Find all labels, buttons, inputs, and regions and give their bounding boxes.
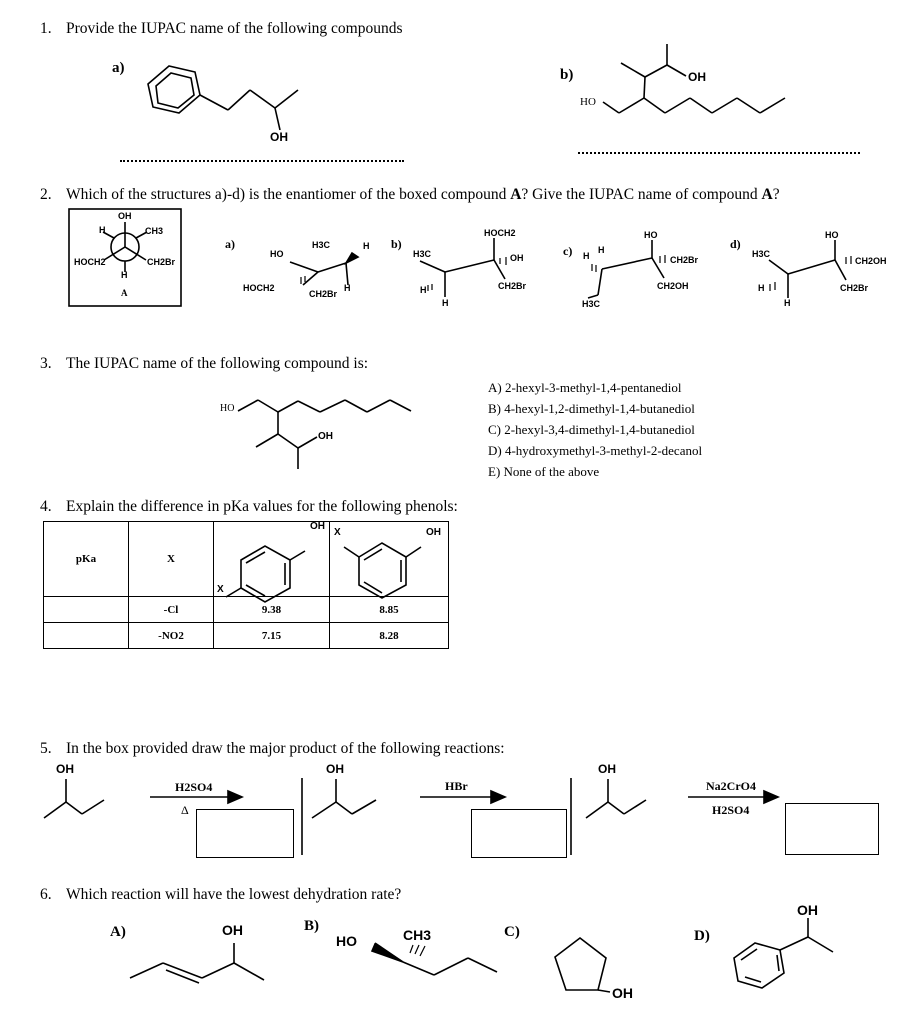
pka-table xyxy=(43,521,449,649)
q2d-ch2br: CH2Br xyxy=(840,283,869,293)
meta-value-cell: 8.85 xyxy=(330,597,449,623)
q6-label-b[interactable]: B) xyxy=(304,918,319,934)
q2a-hoch2: HOCH2 xyxy=(243,283,275,293)
question-2: 2. Which of the structures a)-d) is the enantiomer of the boxed compound A? Give the IUPAC name of compound A? xyxy=(40,186,780,203)
table-row xyxy=(44,597,449,623)
q6b-ho: HO xyxy=(336,933,357,949)
question-1: 1. Provide the IUPAC name of the following compounds xyxy=(40,20,403,37)
q2a-h2: H xyxy=(344,283,351,293)
compound-a-label: A xyxy=(121,288,128,298)
q6-label-d[interactable]: D) xyxy=(694,928,710,944)
header-pka: pKa xyxy=(44,522,129,597)
q6d-oh: OH xyxy=(797,902,818,918)
q1-label-b: b) xyxy=(560,67,574,83)
reagent-1-top: H2SO4 xyxy=(175,780,213,794)
q1a-oh-label: OH xyxy=(270,130,288,144)
q6b-ch3: CH3 xyxy=(403,927,432,943)
option-d[interactable]: D) 4-hydroxymethyl-3-methyl-2-decanol xyxy=(488,443,703,458)
q5-oh2: OH xyxy=(326,762,344,776)
product-box-3[interactable] xyxy=(785,803,879,855)
q2-label-d: d) xyxy=(730,237,741,251)
product-box-1[interactable] xyxy=(196,809,294,858)
q2d-h2: H xyxy=(784,298,791,308)
q3-oh: OH xyxy=(318,431,333,442)
q6-label-c[interactable]: C) xyxy=(504,924,520,940)
q2d-ch2oh: CH2OH xyxy=(855,256,887,266)
table-row xyxy=(44,623,449,649)
q6c-oh: OH xyxy=(612,985,633,1001)
q2c-ch2br: CH2Br xyxy=(670,255,699,265)
q5-oh3: OH xyxy=(598,762,616,776)
option-c[interactable]: C) 2-hexyl-3,4-dimethyl-1,4-butanediol xyxy=(488,422,695,437)
q2c-h3c: H3C xyxy=(582,299,601,309)
header-x: X xyxy=(129,522,214,597)
newman-ch2br: CH2Br xyxy=(147,257,176,267)
option-b[interactable]: B) 4-hexyl-1,2-dimethyl-1,4-butanediol xyxy=(488,401,695,416)
answer-cell[interactable] xyxy=(44,623,129,649)
substituent-cell: -NO2 xyxy=(129,623,214,649)
product-box-2[interactable] xyxy=(471,809,567,858)
reagent-3-top: Na2CrO4 xyxy=(706,779,756,793)
reagent-3-bottom: H2SO4 xyxy=(712,803,750,817)
newman-oh: OH xyxy=(118,211,132,221)
q2a-h: H xyxy=(363,241,370,251)
substituent-cell: -Cl xyxy=(129,597,214,623)
q2-label-b: b) xyxy=(391,237,402,251)
q6-label-a[interactable]: A) xyxy=(110,924,126,940)
q2c-ho: HO xyxy=(644,230,658,240)
question-3: 3. The IUPAC name of the following compound is: xyxy=(40,355,369,372)
newman-ch3: CH3 xyxy=(145,226,164,236)
q2a-ch2br: CH2Br xyxy=(309,289,338,299)
q2c-h1: H xyxy=(583,251,590,261)
q6a-oh: OH xyxy=(222,922,243,938)
q2b-h1: H xyxy=(420,285,427,295)
meta-value-cell: 8.28 xyxy=(330,623,449,649)
newman-h2: H xyxy=(121,270,128,280)
reagent-1-bottom: Δ xyxy=(181,803,189,817)
q5-oh1: OH xyxy=(56,762,74,776)
q2a-h3c: H3C xyxy=(312,240,331,250)
question-6: 6. Which reaction will have the lowest dehydration rate? xyxy=(40,886,402,903)
question-4: 4. Explain the difference in pKa values for the following phenols: xyxy=(40,498,458,515)
q2b-h3c: H3C xyxy=(413,249,432,259)
answer-cell[interactable] xyxy=(44,597,129,623)
q2a-ho: HO xyxy=(270,249,284,259)
option-a[interactable]: A) 2-hexyl-3-methyl-1,4-pentanediol xyxy=(488,380,682,395)
question-5: 5. In the box provided draw the major product of the following reactions: xyxy=(40,740,505,757)
q2d-ho: HO xyxy=(825,230,839,240)
q2-label-c: c) xyxy=(563,244,573,258)
newman-h1: H xyxy=(99,225,106,235)
q2d-h3c: H3C xyxy=(752,249,771,259)
answer-line-b[interactable] xyxy=(578,152,860,154)
q2-label-a: a) xyxy=(225,237,235,251)
q2c-h2: H xyxy=(598,245,605,255)
para-value-cell: 7.15 xyxy=(214,623,330,649)
q1b-ho-label: HO xyxy=(580,96,596,108)
newman-hoch2: HOCH2 xyxy=(74,257,106,267)
question-1-text: Provide the IUPAC name of the following compounds xyxy=(66,20,403,37)
header-para-phenol: OH X xyxy=(214,522,330,597)
option-e[interactable]: E) None of the above xyxy=(488,464,600,479)
q3-ho: HO xyxy=(220,403,235,414)
header-meta-phenol: X OH xyxy=(330,522,449,597)
q1b-oh-label: OH xyxy=(688,70,706,84)
para-value-cell: 9.38 xyxy=(214,597,330,623)
q3-options xyxy=(488,377,702,482)
q2b-oh: OH xyxy=(510,253,524,263)
answer-line-a[interactable] xyxy=(120,160,404,162)
q2b-ch2br: CH2Br xyxy=(498,281,527,291)
q2b-hoch2: HOCH2 xyxy=(484,228,516,238)
q2b-h2: H xyxy=(442,298,449,308)
q1-label-a: a) xyxy=(112,60,125,76)
reagent-2-top: HBr xyxy=(445,779,468,793)
q2c-ch2oh: CH2OH xyxy=(657,281,689,291)
q2d-h1: H xyxy=(758,283,765,293)
